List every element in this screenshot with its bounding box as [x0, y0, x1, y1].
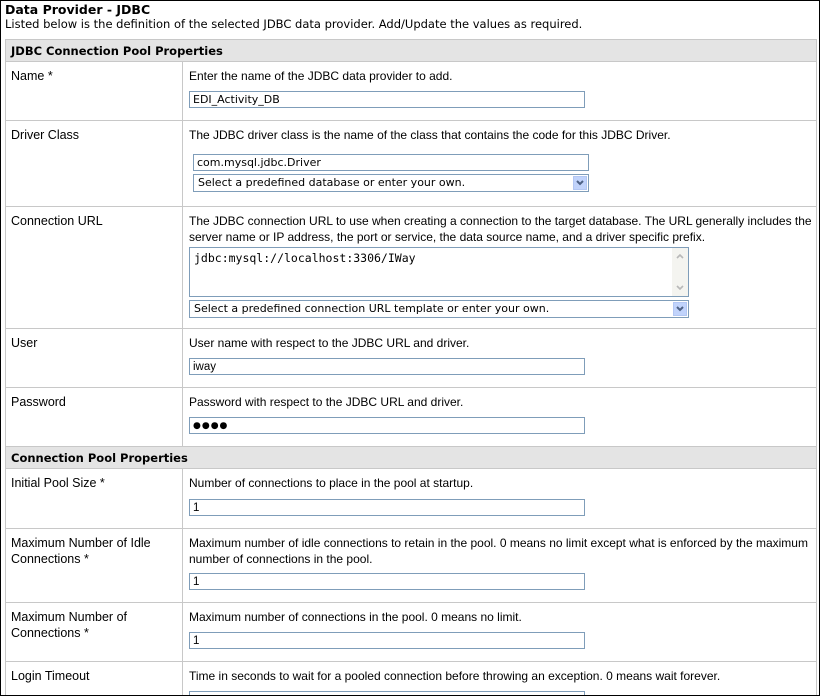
initial-pool-size-input[interactable]: [189, 499, 585, 516]
driver-class-select-value: Select a predefined database or enter your own.: [198, 176, 466, 189]
login-timeout-help: Time in seconds to wait for a pooled connection before throwing an exception. 0 means wait forever.: [189, 669, 721, 683]
row-max-connections: [6, 603, 816, 662]
user-help: User name with respect to the JDBC URL and driver.: [189, 336, 470, 350]
connection-url-textarea[interactable]: [189, 247, 689, 297]
connection-url-select[interactable]: [189, 300, 689, 318]
user-input[interactable]: [189, 358, 585, 375]
scroll-down-icon[interactable]: [672, 280, 688, 296]
properties-table: [5, 39, 817, 696]
initial-pool-size-help: Number of connections to place in the pool at startup.: [189, 476, 474, 490]
page-title: Data Provider - JDBC: [5, 2, 151, 17]
driver-class-select[interactable]: [193, 174, 589, 192]
max-idle-input[interactable]: [189, 573, 585, 590]
max-connections-help: Maximum number of connections in the pool. 0 means no limit.: [189, 610, 522, 624]
name-help: Enter the name of the JDBC data provider to add.: [189, 69, 453, 83]
section-header-jdbc: JDBC Connection Pool Properties: [6, 40, 816, 62]
row-login-timeout: [6, 662, 816, 696]
row-driver-class: [6, 121, 816, 207]
row-connection-url: [6, 207, 816, 329]
user-label: User: [11, 336, 38, 350]
row-password: [6, 388, 816, 447]
row-max-idle: [6, 529, 816, 603]
max-connections-label: Maximum Number of Connections *: [11, 610, 127, 640]
connection-url-select-value: Select a predefined connection URL template or enter your own.: [194, 302, 550, 315]
driver-class-input[interactable]: [193, 154, 589, 171]
password-label: Password: [11, 395, 66, 409]
login-timeout-label: Login Timeout: [11, 669, 90, 683]
connection-url-help: The JDBC connection URL to use when creating a connection to the target database. The URL generally includes the server name or IP address, the port or service, the data source name, and a driver specific prefix.: [189, 214, 812, 244]
name-input[interactable]: [189, 91, 585, 108]
name-label: Name *: [11, 69, 53, 83]
chevron-down-icon[interactable]: [573, 176, 587, 190]
driver-class-label: Driver Class: [11, 128, 80, 142]
login-timeout-input[interactable]: [189, 691, 585, 696]
max-idle-label: Maximum Number of Idle Connections *: [11, 536, 151, 566]
row-name: [6, 62, 816, 121]
page-description: Listed below is the definition of the selected JDBC data provider. Add/Update the values as required.: [5, 17, 583, 31]
initial-pool-size-label: Initial Pool Size *: [11, 476, 105, 490]
section-header-pool: Connection Pool Properties: [6, 447, 816, 469]
driver-class-help: The JDBC driver class is the name of the class that contains the code for this JDBC Driver.: [189, 128, 671, 142]
password-help: Password with respect to the JDBC URL and driver.: [189, 395, 464, 409]
chevron-down-icon[interactable]: [673, 302, 687, 316]
row-user: [6, 329, 816, 388]
connection-url-value: jdbc:mysql://localhost:3306/IWay: [194, 251, 416, 265]
password-input[interactable]: [189, 417, 585, 434]
max-idle-help: Maximum number of idle connections to retain in the pool. 0 means no limit except what is enforced by the maximum number of connections in the pool.: [189, 536, 808, 566]
connection-url-label: Connection URL: [11, 214, 103, 228]
row-initial-pool-size: [6, 469, 816, 529]
textarea-scrollbar[interactable]: [672, 248, 688, 296]
scroll-up-icon[interactable]: [672, 248, 688, 264]
max-connections-input[interactable]: [189, 632, 585, 649]
